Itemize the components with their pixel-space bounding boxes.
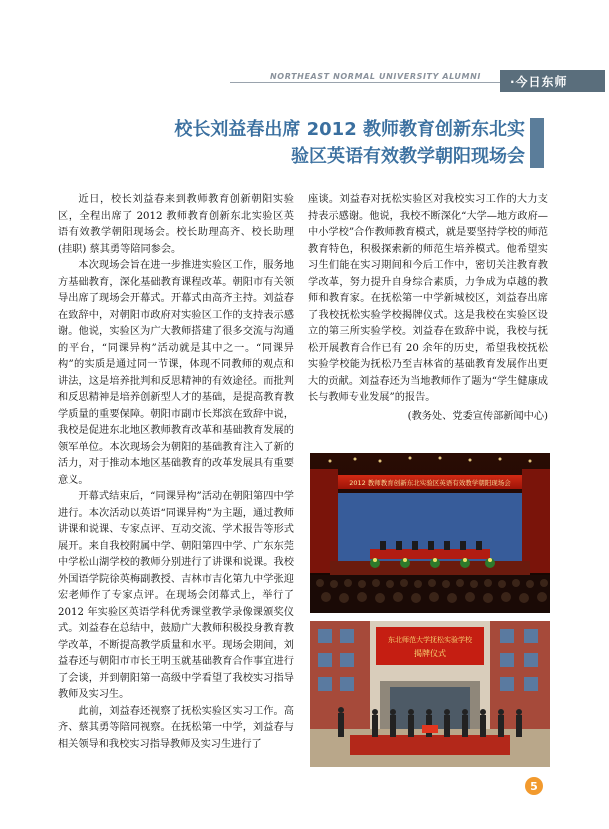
article-column-left: [58, 192, 294, 753]
photo-conference-stage: [310, 453, 550, 613]
paragraph: 本次现场会旨在进一步推进实验区工作，服务地方基础教育，深化基础教育课程改革。朝阳市有关领导出席了现场会开幕式。开幕式由高齐主持。刘益春在致辞中，对朝阳市政府对实验区工作的支持表示感谢。他说，实验区为广大教师搭建了很多交流与沟通的平台，“同课异构”活动就是其中之一。“同课异构”的实质是通过同一节课，体现不同教师的观点和讲法，这是培养批判和反思精神的有效途径。而批判和反思精神是培养创新型人才的基础，是提高教育教学质量的重要保障。朝阳市副市长郑滨在致辞中说，我校是促进东北地区教师教育改革和基础教育发展的领军单位。本次现场会为朝阳的基础教育注入了新的活力，对于推动本地区基础教育的改革发展具有重要意义。: [58, 260, 294, 486]
article-source: (教务处、党委宣传部新闻中心): [407, 410, 548, 422]
header-english-title: NORTHEAST NORMAL UNIVERSITY ALUMNI: [270, 72, 481, 81]
photo-plaque-ceremony: [310, 621, 550, 767]
banner-text-2a: 东北师范大学抚松实验学校: [388, 636, 472, 644]
page-number-badge: 5: [525, 777, 543, 795]
article-title-line-2: 验区英语有效教学朝阳现场会: [291, 146, 525, 167]
header-rule: [230, 82, 530, 83]
article-title: [105, 116, 525, 170]
section-tab-label: ·今日东师: [510, 74, 568, 89]
section-tab: [500, 70, 605, 92]
paragraph: 座谈。刘益春对抚松实验区对我校实习工作的大力支持表示感谢。他说，我校不断深化“大学—地方政府—中小学校”合作教师教育模式，就是要坚持学校的师范教育特色，积极探索新的师范生培养模式。他希望实习生们能在实习期间和今后工作中，密切关注教育教学改革，努力提升自身综合素质，力争成为卓越的教师和教育家。在抚松第一中学新城校区，刘益春出席了我校抚松实验学校揭牌仪式。这是我校在实验区设立的第三所实验学校。刘益春在致辞中说，我校与抚松开展教育合作已有 20 余年的历史，希望我校抚松实验学校能为抚松乃至吉林省的基础教育发展作出更大的贡献。刘益春还为当地教师作了题为“学生健康成长与教师专业发展”的报告。: [308, 194, 548, 403]
banner-text-1: 2012 教师教育创新东北实验区英语有效教学朝阳现场会: [349, 479, 511, 487]
title-accent-bar: [530, 118, 544, 168]
article-column-right: [308, 192, 548, 425]
article-title-line-1: 校长刘益春出席 2012 教师教育创新东北实: [174, 119, 525, 140]
paragraph: 近日，校长刘益春来到教师教育创新朝阳实验区，全程出席了 2012 教师教育创新东北实验区英语有效教学朝阳现场会。校长助理高齐、校长助理(挂职) 蔡其勇等陪同参会。: [58, 194, 294, 255]
paragraph: 开幕式结束后，“同课异构”活动在朝阳第四中学进行。本次活动以英语“同课异构”为主题，通过教师讲课和说课、专家点评、互动交流、学术报告等形式展开。来自我校附属中学、朝阳第四中学、广东东莞中学松山湖学校的教师分别进行了讲课和说课。我校外国语学院徐英梅副教授、吉林市吉化第九中学张迎宏老师作了专家点评。在现场会闭幕式上，举行了 2012 年实验区英语学科优秀课堂教学录像课颁奖仪式。刘益春在总结中，鼓励广大教师积极投身教育教学改革，不断提高教学质量和水平。现场会期间，刘益春还与朝阳市市长王明玉就基础教育合作事宜进行了会谈，并到朝阳第一高级中学看望了我校实习指导教师及实习生。: [58, 491, 294, 700]
paragraph: 此前，刘益春还视察了抚松实验区实习工作。高齐、蔡其勇等陪同视察。在抚松第一中学，刘益春与相关领导和我校实习指导教师及实习生进行了: [58, 705, 294, 750]
banner-text-2b: 揭牌仪式: [414, 649, 446, 658]
